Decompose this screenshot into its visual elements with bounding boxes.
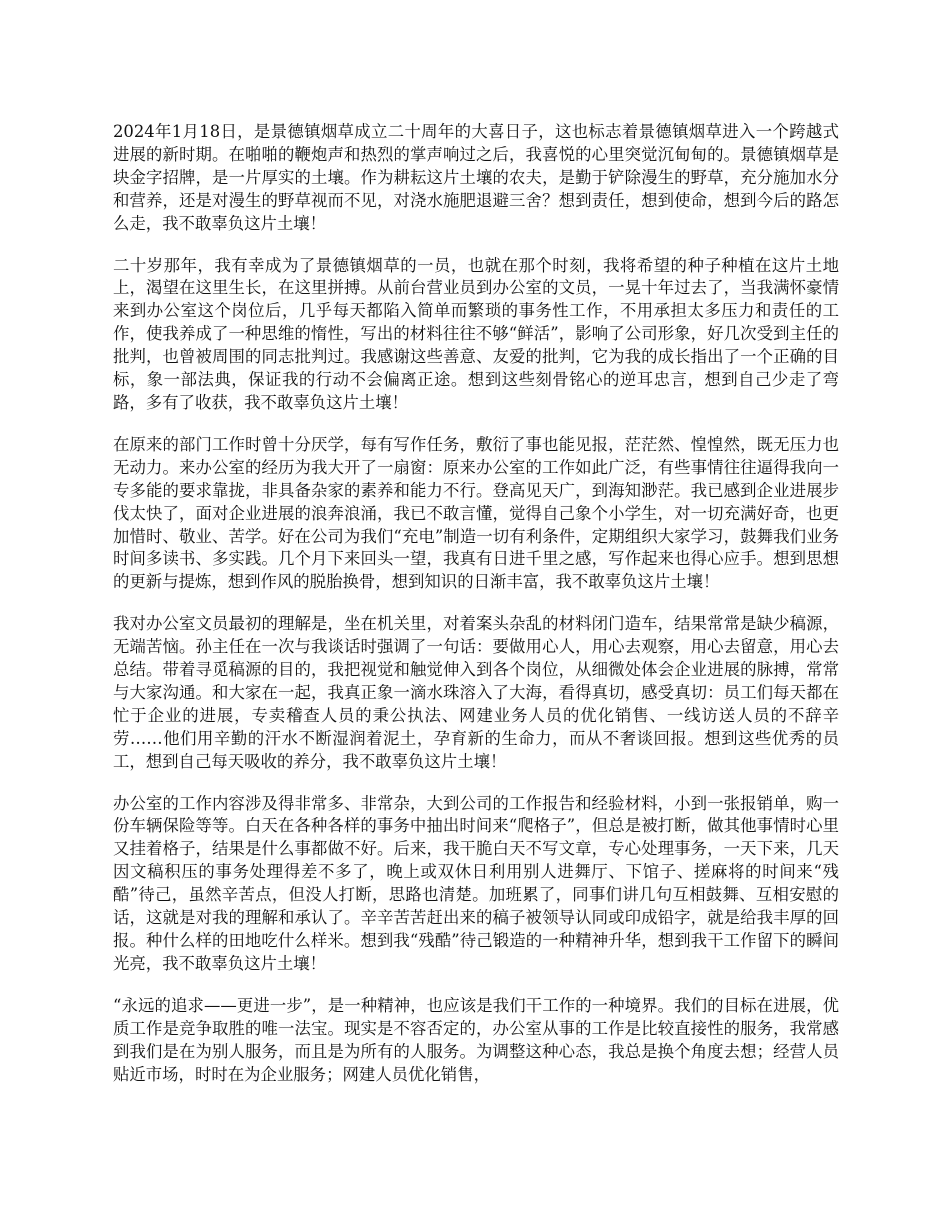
paragraph-5: 办公室的工作内容涉及得非常多、非常杂，大到公司的工作报告和经验材料，小到一张报销单，购一份车辆保险等等。白天在各种各样的事务中抽出时间来“爬格子”，但总是被打断，做其他事情时心里又挂着格子，结果是什么事都做不好。后来，我干脆白天不写文章，专心处理事务，一天下来，几天因文稿积压的事务处理得差不多了，晚上或双休日利用别人进舞厅、下馆子、搓麻将的时间来“残酷”待己，虽然辛苦点，但没人打断，思路也清楚。加班累了，同事们讲几句互相鼓舞、互相安慰的话，这就是对我的理解和承认了。辛辛苦苦赶出来的稿子被领导认同或印成铅字，就是给我丰厚的回报。种什么样的田地吃什么样米。想到我“残酷”待己锻造的一种精神升华，想到我干工作留下的瞬间光亮，我不敢辜负这片土壤！ — [113, 793, 839, 973]
paragraph-4: 我对办公室文员最初的理解是，坐在机关里，对着案头杂乱的材料闭门造车，结果常常是缺少稿源，无端苦恼。孙主任在一次与我谈话时强调了一句话：要做用心人，用心去观察，用心去留意，用心去总结。带着寻觅稿源的目的，我把视觉和触觉伸入到各个岗位，从细微处体会企业进展的脉搏，常常与大家沟通。和大家在一起，我真正象一滴水珠溶入了大海，看得真切，感受真切：员工们每天都在忙于企业的进展，专卖稽查人员的秉公执法、网建业务人员的优化销售、一线访送人员的不辞辛劳……他们用辛勤的汗水不断湿润着泥土，孕育新的生命力，而从不奢谈回报。想到这些优秀的员工，想到自己每天吸收的养分，我不敢辜负这片土壤！ — [113, 614, 839, 771]
document-body — [113, 121, 839, 1105]
paragraph-3: 在原来的部门工作时曾十分厌学，每有写作任务，敷衍了事也能见报，茫茫然、惶惶然，既无压力也无动力。来办公室的经历为我大开了一扇窗：原来办公室的工作如此广泛，有些事情往往逼得我向一专多能的要求靠拢，非具备杂家的素养和能力不行。登高见天广，到海知渺茫。我已感到企业进展步伐太快了，面对企业进展的浪奔浪涌，我已不敢言懂，觉得自己象个小学生，对一切充满好奇，也更加惜时、敬业、苦学。好在公司为我们“充电”制造一切有利条件，定期组织大家学习，鼓舞我们业务时间多读书、多实践。几个月下来回头一望，我真有日进千里之感，写作起来也得心应手。想到思想的更新与提炼，想到作风的脱胎换骨，想到知识的日渐丰富，我不敢辜负这片土壤！ — [113, 434, 839, 592]
paragraph-1: 2024年1月18日，是景德镇烟草成立二十周年的大喜日子，这也标志着景德镇烟草进入一个跨越式进展的新时期。在啪啪的鞭炮声和热烈的掌声响过之后，我喜悦的心里突觉沉甸甸的。景德镇烟草是块金字招牌，是一片厚实的土壤。作为耕耘这片土壤的农夫，是勤于铲除漫生的野草，充分施加水分和营养，还是对漫生的野草视而不见，对浇水施肥退避三舍？想到责任，想到使命，想到今后的路怎么走，我不敢辜负这片土壤！ — [113, 122, 839, 233]
paragraph-2: 二十岁那年，我有幸成为了景德镇烟草的一员，也就在那个时刻，我将希望的种子种植在这片土地上，渴望在这里生长，在这里拼搏。从前台营业员到办公室的文员，一晃十年过去了，当我满怀豪情来到办公室这个岗位后，几乎每天都陷入简单而繁琐的事务性工作，不用承担太多压力和责任的工作，使我养成了一种思维的惰性，写出的材料往往不够“鲜活”，影响了公司形象，好几次受到主任的批判，也曾被周围的同志批判过。我感谢这些善意、友爱的批判，它为我的成长指出了一个正确的目标，象一部法典，保证我的行动不会偏离正途。想到这些刻骨铭心的逆耳忠言，想到自己少走了弯路，多有了收获，我不敢辜负这片土壤！ — [113, 255, 839, 412]
paragraph-6: “永远的追求——更进一步”，是一种精神，也应该是我们干工作的一种境界。我们的目标在进展，优质工作是竞争取胜的唯一法宝。现实是不容否定的，办公室从事的工作是比较直接性的服务，我常感到我们是在为别人服务，而且是为所有的人服务。为调整这种心态，我总是换个角度去想；经营人员贴近市场，时时在为企业服务；网建人员优化销售， — [113, 995, 839, 1084]
